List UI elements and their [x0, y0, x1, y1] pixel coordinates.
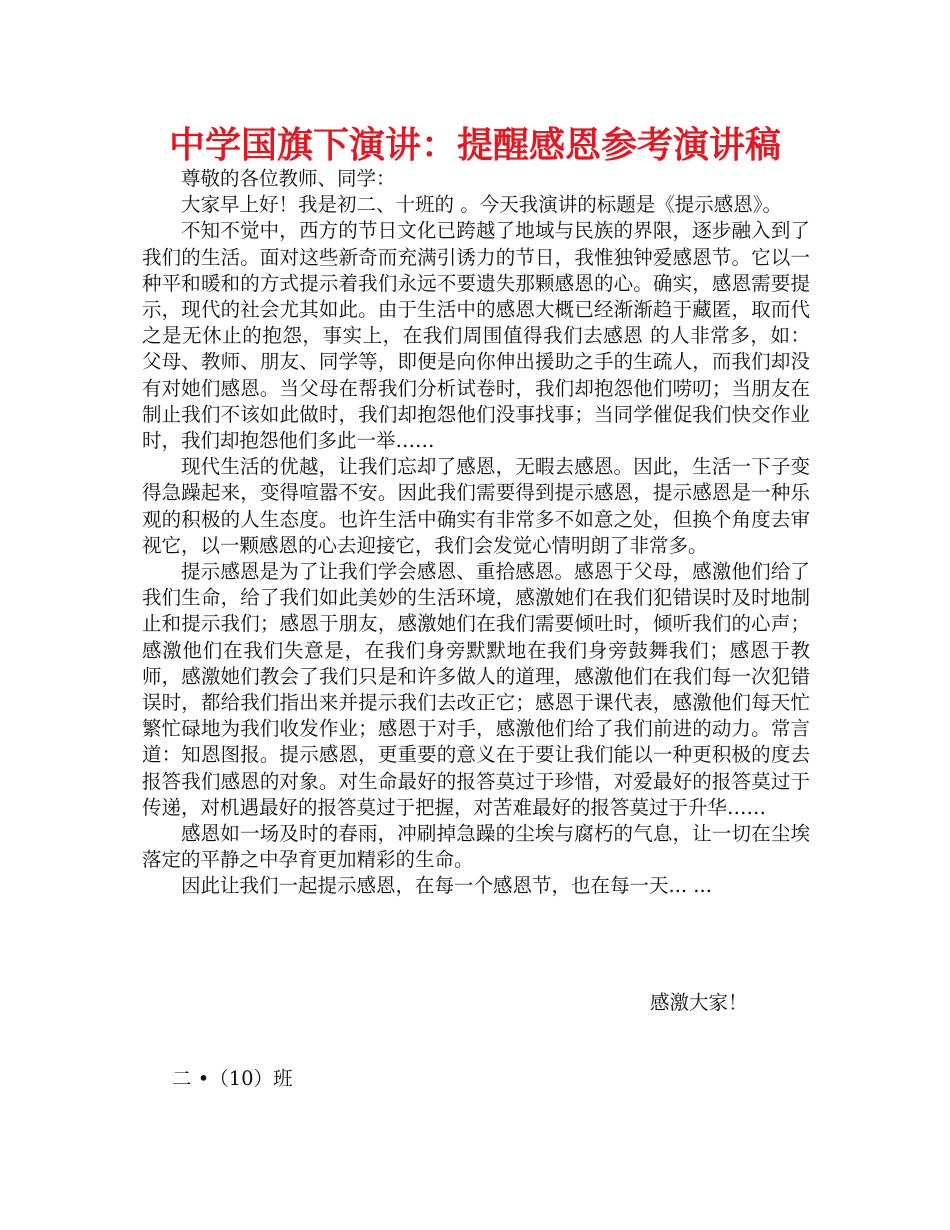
- paragraph-6: 因此让我们一起提示感恩，在每一个感恩节，也在每一天... ...: [181, 874, 712, 898]
- paragraph-1: 大家早上好！我是初二、十班的 。今天我演讲的标题是《提示感恩》。: [181, 193, 782, 217]
- paragraph-3: 现代生活的优越，让我们忘却了感恩，无暇去感恩。因此，生活一下子变得急躁起来，变得喧嚣不安。因此我们需要得到提示感恩，提示感恩是一种乐观的积极的人生态度。也许生活中确实有非常多不如意之处，但换个角度去审视它，以一颗感恩的心去迎接它，我们会发觉心情明朗了非常多。: [142, 455, 810, 557]
- salutation: 尊敬的各位教师、同学：: [181, 167, 396, 190]
- page-title: 中学国旗下演讲：提醒感恩参考演讲稿: [168, 125, 781, 166]
- class-signature: 二 •（10）班: [172, 1067, 293, 1090]
- closing-thanks: 感激大家！: [650, 991, 748, 1014]
- paragraph-4: 提示感恩是为了让我们学会感恩、重拾感恩。感恩于父母，感激他们给了我们生命，给了我们如此美妙的生活环境，感激她们在我们犯错误时及时地制止和提示我们；感恩于朋友，感激她们在我们需要倾吐时，倾听我们的心声；感激他们在我们失意是，在我们身旁默默地在我们身旁鼓舞我们；感恩于教师，感激她们教会了我们只是和许多做人的道理，感激他们在我们每一次犯错误时，都给我们指出来并提示我们去改正它；感恩于课代表，感激他们每天忙繁忙碌地为我们收发作业；感恩于对手，感激他们给了我们前进的动力。常言道：知恩图报。提示感恩，更重要的意义在于要让我们能以一种更积极的度去报答我们感恩的对象。对生命最好的报答莫过于珍惜，对爱最好的报答莫过于传递，对机遇最好的报答莫过于把握，对苦难最好的报答莫过于升华……: [142, 560, 810, 819]
- paragraph-2: 不知不觉中，西方的节日文化已跨越了地域与民族的界限，逐步融入到了我们的生活。面对这些新奇而充满引诱力的节日，我惟独钟爱感恩节。它以一种平和暖和的方式提示着我们永远不要遗失那颗感恩的心。确实，感恩需要提示，现代的社会尤其如此。由于生活中的感恩大概已经渐渐趋于藏匿，取而代之是无休止的抱怨，事实上，在我们周围值得我们去感恩 的人非常多，如：父母、教师、朋友、同学等，即便是向你伸出援助之手的生疏人，而我们却没有对她们感恩。当父母在帮我们分析试卷时，我们却抱怨他们唠叨；当朋友在制止我们不该如此做时，我们却抱怨他们没事找事；当同学催促我们快交作业时，我们却抱怨他们多此一举……: [142, 219, 810, 453]
- paragraph-5: 感恩如一场及时的春雨，冲刷掉急躁的尘埃与腐朽的气息，让一切在尘埃落定的平静之中孕育更加精彩的生命。: [142, 822, 810, 872]
- speech-body: [142, 166, 810, 900]
